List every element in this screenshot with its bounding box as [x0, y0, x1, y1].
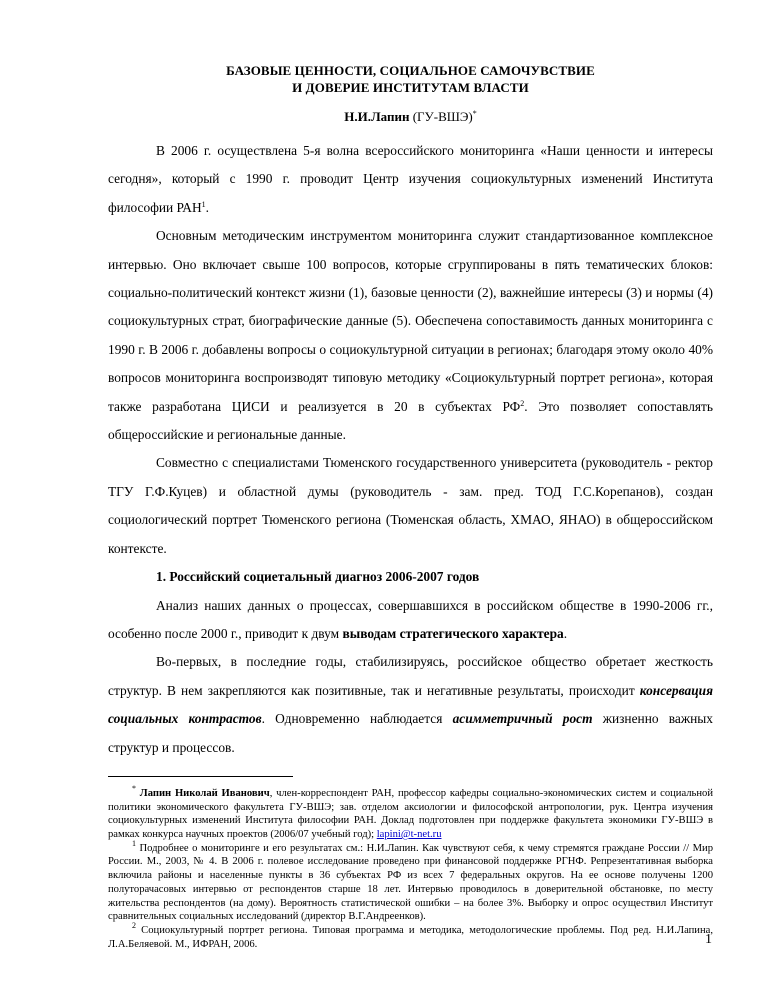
footnote [108, 783, 713, 842]
document-page [108, 62, 713, 951]
author-affiliation: (ГУ-ВШЭ) [409, 109, 473, 124]
footnote [108, 920, 713, 951]
paper-title [108, 62, 713, 96]
paragraph-text: Во-первых, в последние годы, стабилизируясь, российское общество обретает жесткость структур. В нем закрепляются как позитивные, так и негативные результаты, происходит [108, 654, 713, 698]
footnote-text: Социокультурный портрет региона. Типовая программа и методика, методологические проблемы. Под ред. Н.И.Лапина, Л.А.Беляевой. М., ИФРАН, 2006. [108, 924, 713, 950]
paragraph [108, 648, 713, 762]
paragraph: Совместно с специалистами Тюменского государственного университета (руководитель - ректор ТГУ Г.Ф.Куцев) и областной думы (руководитель - зам. пред. ТОД Г.С.Корепанов), создан социологический портрет Тюменского региона (Тюменская область, ХМАО, ЯНАО) в общероссийском контексте. [108, 455, 713, 556]
paragraph-text: . [205, 199, 209, 215]
footnote-author-name: Лапин Николай Иванович [139, 787, 270, 799]
author-line [108, 108, 713, 125]
footnotes [108, 783, 713, 951]
paragraph-text: Основным методическим инструментом мониторинга служит стандартизованное комплексное интервью. Оно включает свыше 100 вопросов, которые сгруппированы в пять тематических блоков: социально-политический контекст жизни (1), базовые ценности (2), важнейшие интересы (3) и нормы (4) социокультурных страт, биографические данные (5). Обеспечена сопоставимость данных мониторинга с 1990 г. В 2006 г. добавлены вопросы о социокультурной ситуации в регионах; благодаря этому около 40% вопросов мониторинга воспроизводят типовую методику «Социокультурный портрет региона», которая также разработана ЦИСИ и реализуется в 20 в субъектах РФ [108, 228, 713, 414]
footnote-ref[interactable]: 1 [201, 199, 206, 209]
footnote-mark: 1 [132, 838, 136, 848]
paragraph-text: . [563, 625, 568, 641]
paragraph [108, 137, 713, 222]
title-line-2: И ДОВЕРИЕ ИНСТИТУТАМ ВЛАСТИ [292, 80, 529, 95]
paragraph-text: жизненно важных структур и процессов. [108, 711, 713, 755]
emphasis-bold-italic: консервация социальных контрастов [108, 682, 713, 727]
paragraph-text: Анализ наших данных о процессах, совершавшихся в российском обществе в 1990-2006 гг., особенно после 2000 г., приводит к двум [108, 597, 713, 641]
emphasis-bold-italic: асимметричный рост [452, 711, 593, 727]
title-line-1: БАЗОВЫЕ ЦЕННОСТИ, СОЦИАЛЬНОЕ САМОЧУВСТВИЕ [226, 63, 595, 78]
footnote [108, 838, 713, 924]
paragraph-text: В 2006 г. осуществлена 5-я волна всероссийского мониторинга «Наши ценности и интересы сегодня», который с 1990 г. проводит Центр изучения социокультурных изменений Института философии РАН [108, 143, 713, 215]
author-name: Н.И.Лапин [344, 109, 410, 124]
emphasis-bold: выводам стратегического характера [342, 625, 564, 641]
footnote-mark: * [132, 783, 136, 793]
body-text [108, 137, 713, 762]
paragraph [108, 592, 713, 649]
paragraph-text: . Одновременно наблюдается [261, 711, 453, 727]
email-link[interactable]: lapini@t-net.ru [376, 829, 442, 841]
footnote-separator [108, 776, 293, 777]
paragraph [108, 222, 713, 449]
page-number: 1 [705, 932, 712, 947]
footnote-ref[interactable]: 2 [520, 398, 525, 408]
footnote-mark: 2 [132, 920, 136, 930]
section-heading: 1. Российский социетальный диагноз 2006-2007 годов [156, 569, 480, 585]
footnote-text: , член-корреспондент РАН, профессор кафедры социально-экономических систем и социальной политики экономического факультета ГУ-ВШЭ; зав. отделом аксиологии и философской антропологии, рук. Центра изучения социокультурных изменений Института философии РАН. Доклад подготовлен при поддержке факультета экономики ГУ-ВШЭ в рамках конкурса научных проектов (2006/07 учебный год); [108, 787, 713, 841]
author-footnote-mark[interactable]: * [472, 109, 477, 118]
paragraph-text: . Это позволяет сопоставлять общероссийские и региональные данные. [108, 398, 714, 443]
footnote-text: Подробнее о мониторинге и его результатах см.: Н.И.Лапин. Как чувствуют себя, к чему стремятся граждане России // Мир России. М., 2003, № 4. В 2006 г. полевое исследование проведено при финансовой поддержке РГНФ. Репрезентативная выборка включила районы и населенные пункты в 36 субъектах РФ из всех 7 федеральных округов. На ее основе получены 1200 полуторачасовых интервью от респондентов старше 18 лет. Интервью проводилось в доверительной обстановке, по месту жительства респондентов (на дому). Вероятность статистической ошибки – на более 3%. Выборку и опрос осуществил Институт сравнительных социальных исследований (директор В.Г.Андреенков). [108, 842, 713, 923]
